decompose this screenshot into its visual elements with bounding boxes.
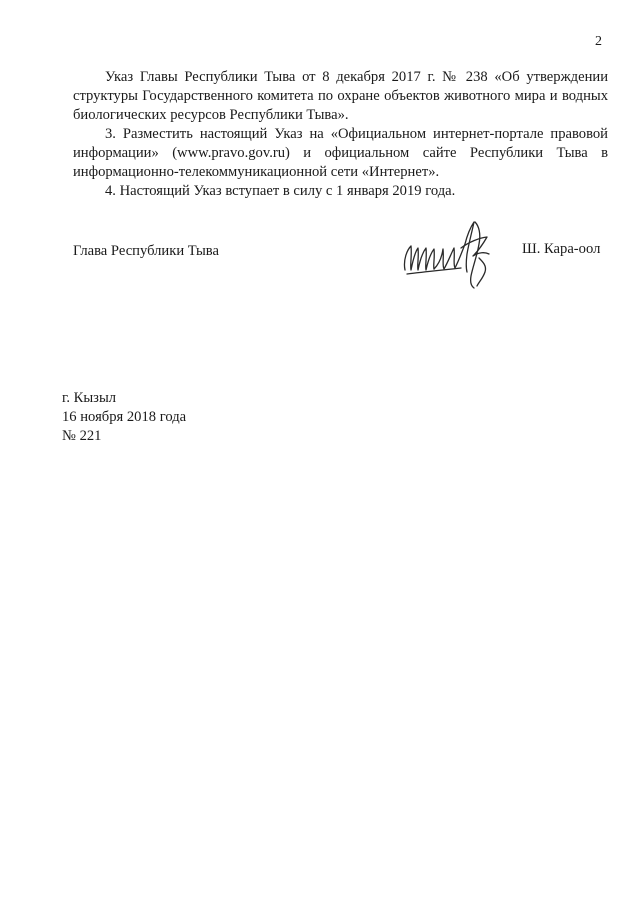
signer-name: Ш. Кара-оол (522, 241, 601, 257)
signature-block (73, 212, 608, 292)
issue-city: г. Кызыл (62, 390, 117, 406)
paragraph-publication: 3. Разместить настоящий Указ на «Официальном интернет-портале правовой информации» (www.pravo.gov.ru) и официальном сайте Республики Тыва в информационно-телекоммуникационной сети «Интернет». (73, 126, 608, 180)
page-number: 2 (595, 34, 602, 49)
signer-position: Глава Республики Тыва (73, 243, 219, 259)
document-footer (62, 389, 186, 446)
paragraph-decree-reference: Указ Главы Республики Тыва от 8 декабря 2017 г. № 238 «Об утверждении структуры Государственного комитета по охране объектов животного мира и водных биологических ресурсов Республики Тыва». (73, 69, 608, 123)
handwritten-signature (399, 212, 509, 292)
decree-number: № 221 (62, 428, 102, 444)
document-body (73, 68, 608, 201)
issue-date: 16 ноября 2018 года (62, 409, 187, 425)
paragraph-effective-date: 4. Настоящий Указ вступает в силу с 1 января 2019 года. (105, 183, 456, 199)
